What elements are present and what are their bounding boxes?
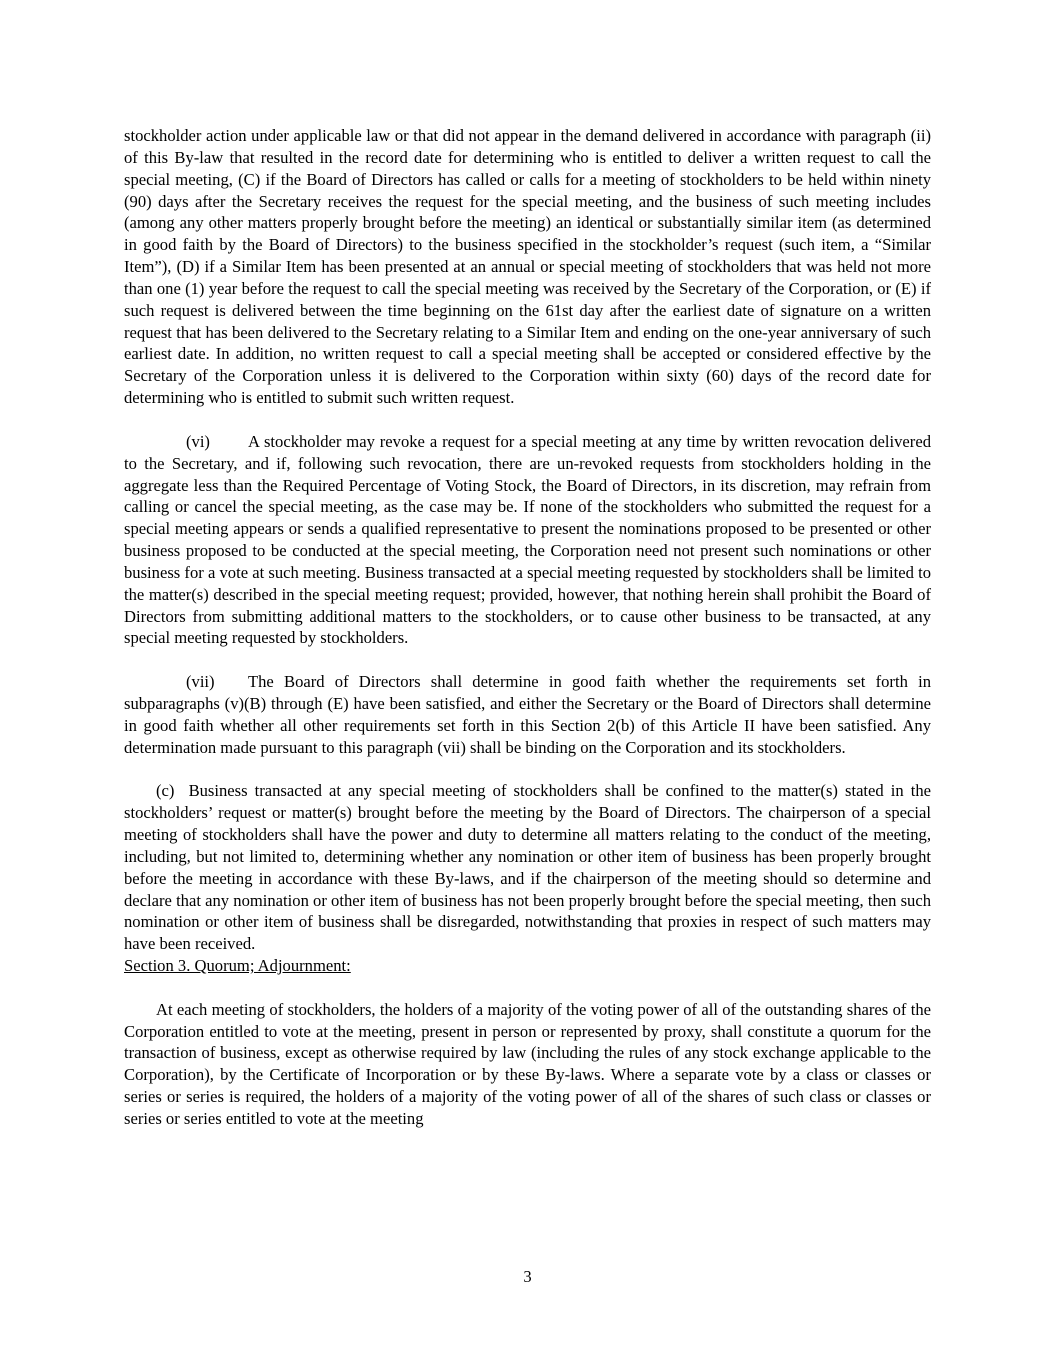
paragraph-vii [124,671,931,758]
paragraph-c-text: Business transacted at any special meeting of stockholders shall be confined to the matter(s) stated in the stockholders’ request or matter(s) brought before the meeting by the Board of Directors. The chairperson of a special meeting of stockholders shall have the power and duty to determine all matters relating to the conduct of the meeting, including, but not limited to, determining whether any nomination or other item of business has been properly brought before the meeting in accordance with these By-laws, and if the chairperson of the meeting should so determine and declare that any nomination or other item of business has not been properly brought before the special meeting, then such nomination or other item of business shall be disregarded, notwithstanding that proxies in respect of such matters may have been received. [124,781,932,954]
paragraph-vi [124,431,931,649]
paragraph-vi-label: (vi) [186,431,210,451]
paragraph-vi-text: A stockholder may revoke a request for a special meeting at any time by written revocation delivered to the Secretary, and if, following such revocation, there are un-revoked requests from stockholders holding in the aggregate less than the Required Percentage of Voting Stock, the Board of Directors, in its discretion, may refrain from calling or cancel the special meeting, as the case may be. If none of the stockholders who submitted the request for a special meeting appears or sends a qualified representative to present the nominations proposed to be presented or other business proposed to be conducted at the special meeting, the Corporation need not present such nominations or other business for a vote at such meeting. Business transacted at a special meeting requested by stockholders shall be limited to the matter(s) described in the special meeting request; provided, however, that nothing herein shall prohibit the Board of Directors from submitting additional matters to the stockholders, or to cause other business to be transacted, at any special meeting requested by stockholders. [124,431,931,648]
section-3-paragraph [124,999,931,1130]
page-number: 3 [523,1267,532,1286]
paragraph-c [124,780,931,955]
paragraph-c-label: (c) [156,781,175,801]
section-3-text: At each meeting of stockholders, the holders of a majority of the voting power of all of the outstanding shares of the Corporation entitled to vote at the meeting, present in person or represented by proxy, shall constitute a quorum for the transaction of business, except as otherwise required by law (including the rules of any stock exchange applicable to the Corporation), by the Certificate of Incorporation or by these By-laws. Where a separate vote by a class or classes or series or series is required, the holders of a majority of the voting power of all of the shares of such class or classes or series or series entitled to vote at the meeting [124,999,931,1128]
paragraph-vii-text: The Board of Directors shall determine in good faith whether the requirements set forth in subparagraphs (v)(B) through (E) have been satisfied, and either the Secretary or the Board of Directors shall determine in good faith whether all other requirements set forth in this Section 2(b) of this Article II have been satisfied. Any determination made pursuant to this paragraph (vii) shall be binding on the Corporation and its stockholders. [124,672,931,757]
document-page [124,125,931,1130]
section-heading: Section 3. Quorum; Adjournment: [124,956,351,976]
paragraph-continuation: stockholder action under applicable law or that did not appear in the demand delivered in accordance with paragraph (ii) of this By-law that resulted in the record date for determining who is entitled to deliver a written request to call the special meeting, (C) if the Board of Directors has called or calls for a meeting of stockholders to be held within ninety (90) days after the Secretary receives the request for the special meeting, and the business of such meeting includes (among any other matters properly brought before the meeting) an identical or substantially similar item (as determined in good faith by the Board of Directors) to the business specified in the stockholder’s request (such item, a “Similar Item”), (D) if a Similar Item has been presented at an annual or special meeting of stockholders that was held not more than one (1) year before the request to call the special meeting was received by the Secretary of the Corporation, or (E) if such request is delivered between the time beginning on the 61st day after the earliest date of signature on a written request that has been delivered to the Secretary relating to a Similar Item and ending on the one-year anniversary of such earliest date. In addition, no written request to call a special meeting shall be accepted or considered effective by the Secretary of the Corporation unless it is delivered to the Corporation within sixty (60) days of the record date for determining who is entitled to submit such written request. [124,126,931,408]
paragraph-vii-label: (vii) [186,672,215,692]
